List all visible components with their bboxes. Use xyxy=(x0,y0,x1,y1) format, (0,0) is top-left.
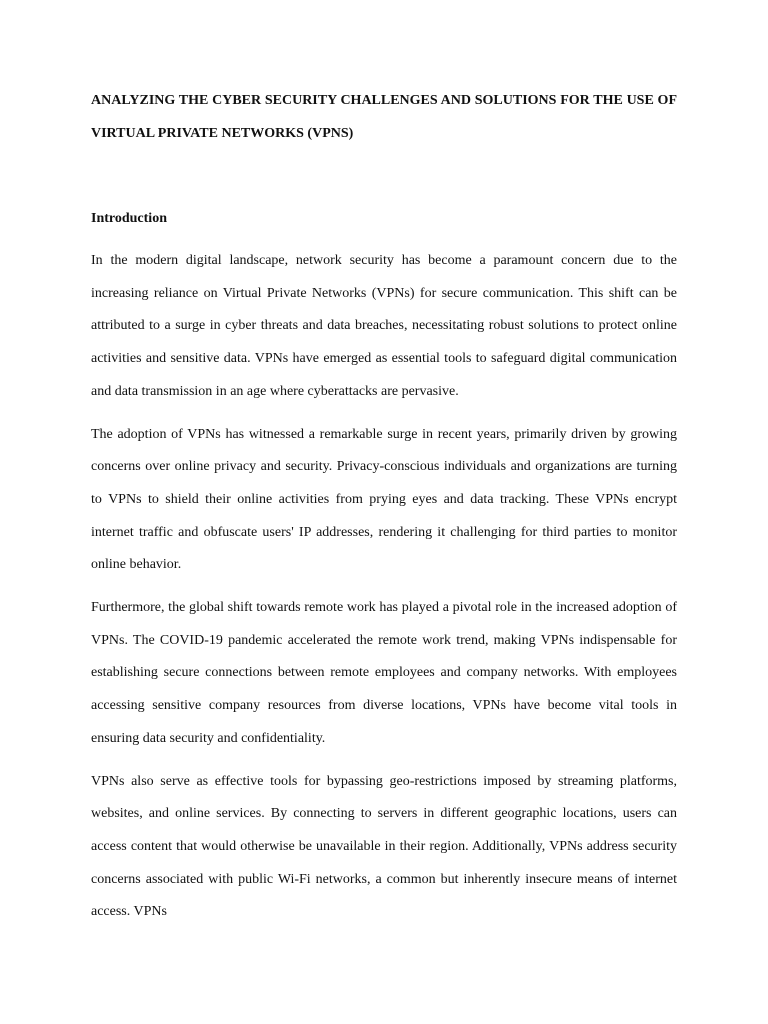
paragraph: The adoption of VPNs has witnessed a remarkable surge in recent years, primarily driven by growing concerns over online privacy and security. Privacy-conscious individuals and organizations are turning to VPNs to shield their online activities from prying eyes and data tracking. These VPNs encrypt internet traffic and obfuscate users' IP addresses, rendering it challenging for third parties to monitor online behavior. xyxy=(91,426,677,573)
section-heading-introduction: Introduction xyxy=(91,211,167,226)
paragraph: In the modern digital landscape, network security has become a paramount concern due to the increasing reliance on Virtual Private Networks (VPNs) for secure communication. This shift can be attributed to a surge in cyber threats and data breaches, necessitating robust solutions to protect online activities and sensitive data. VPNs have emerged as essential tools to safeguard digital communication and data transmission in an age where cyberattacks are pervasive. xyxy=(91,253,677,399)
document-body xyxy=(91,84,677,929)
paragraph: VPNs also serve as effective tools for bypassing geo-restrictions imposed by streaming platforms, websites, and online services. By connecting to servers in different geographic locations, users can access content that would otherwise be unavailable in their region. Additionally, VPNs address security concerns associated with public Wi-Fi networks, a common but inherently insecure means of internet access. VPNs xyxy=(91,773,677,920)
document-title: ANALYZING THE CYBER SECURITY CHALLENGES AND SOLUTIONS FOR THE USE OF VIRTUAL PRIVATE NETWORKS (VPNS) xyxy=(91,93,677,141)
paragraph: Furthermore, the global shift towards remote work has played a pivotal role in the increased adoption of VPNs. The COVID-19 pandemic accelerated the remote work trend, making VPNs indispensable for establishing secure connections between remote employees and company networks. With employees accessing sensitive company resources from diverse locations, VPNs have become vital tools in ensuring data security and confidentiality. xyxy=(91,600,677,746)
